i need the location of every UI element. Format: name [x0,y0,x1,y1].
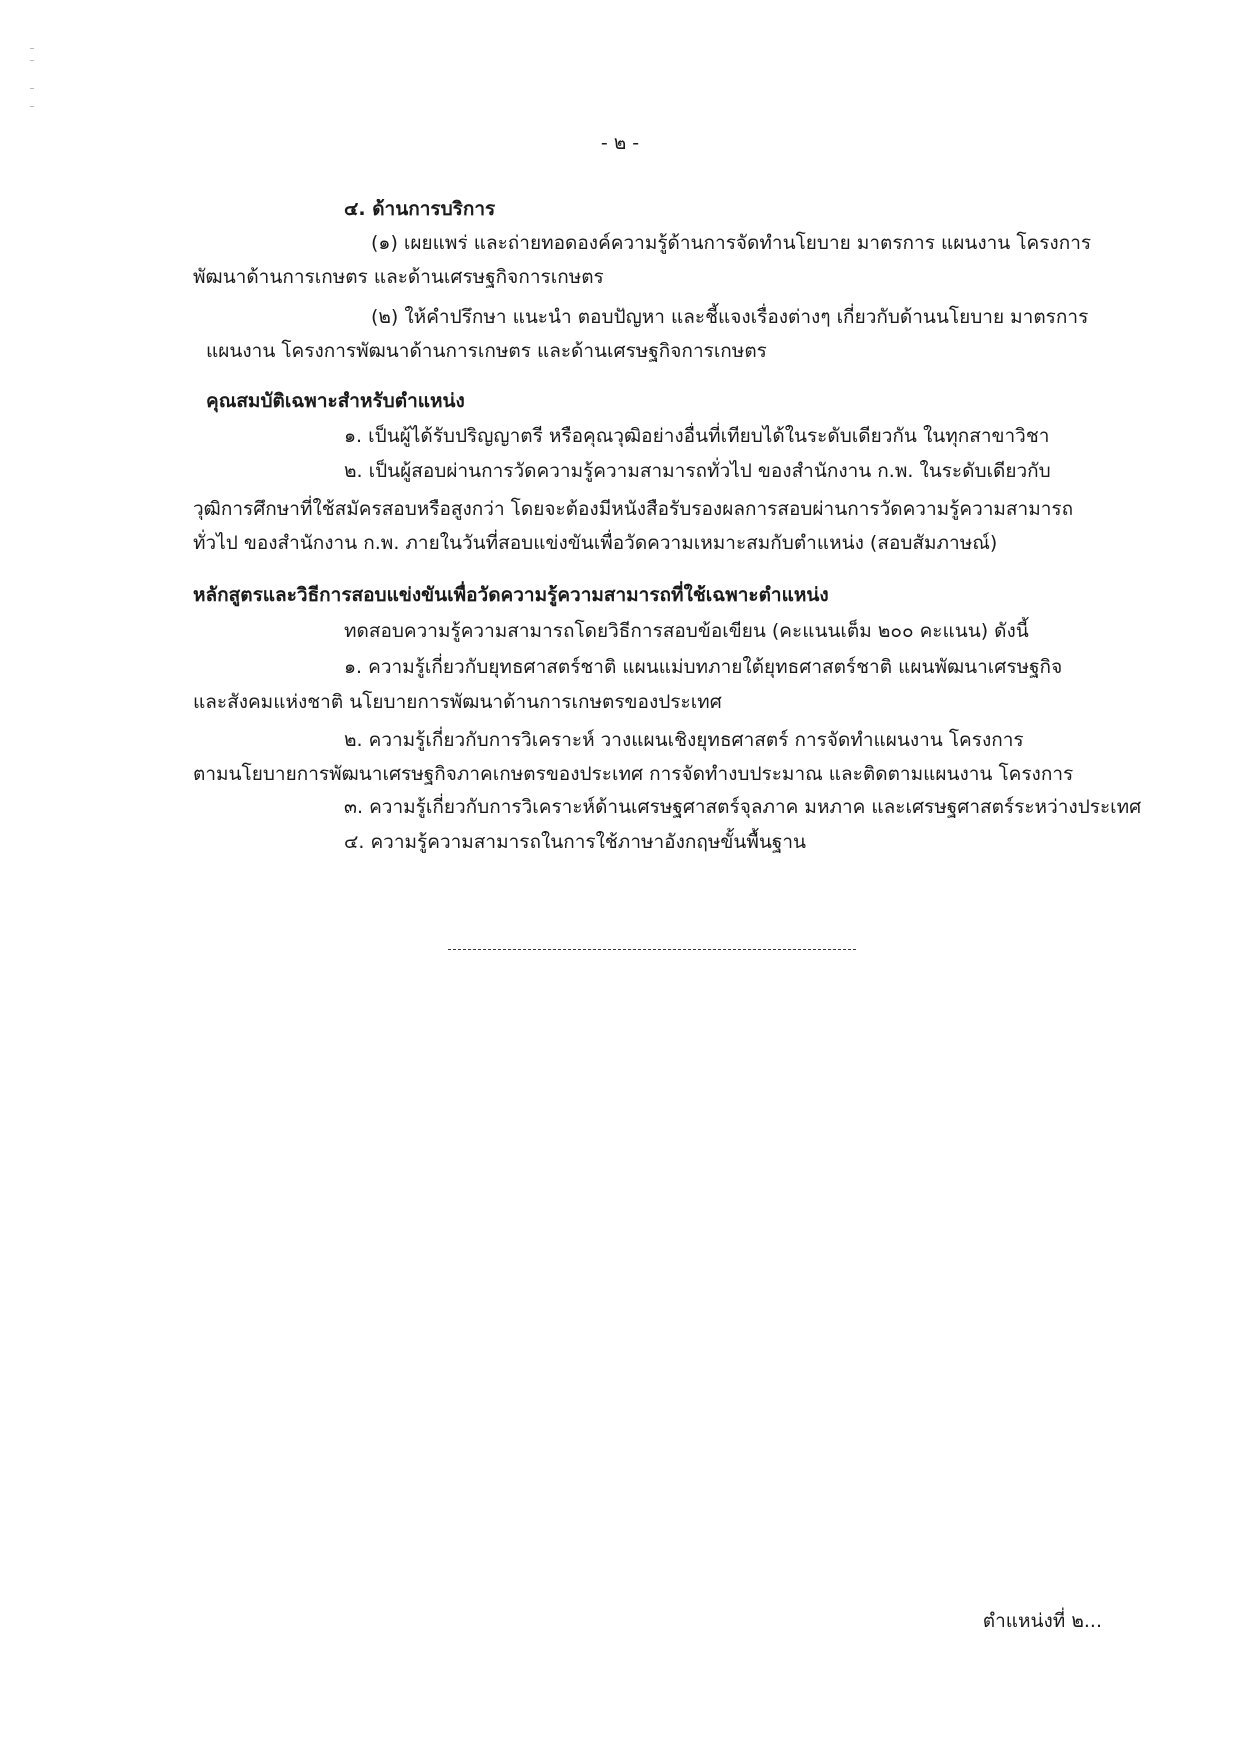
exam-item-2-line-1: ๒. ความรู้เกี่ยวกับการวิเคราะห์ วางแผนเชิงยุทธศาสตร์ การจัดทำแผนงาน โครงการ [344,729,1024,751]
exam-intro: ทดสอบความรู้ความสามารถโดยวิธีการสอบข้อเขียน (คะแนนเต็ม ๒๐๐ คะแนน) ดังนี้ [344,620,1029,642]
exam-item-1-line-1: ๑. ความรู้เกี่ยวกับยุทธศาสตร์ชาติ แผนแม่บทภายใต้ยุทธศาสตร์ชาติ แผนพัฒนาเศรษฐกิจ [344,656,1063,678]
continued-note: ตำแหน่งที่ ๒... [982,1610,1102,1632]
exam-heading: หลักสูตรและวิธีการสอบแข่งขันเพื่อวัดความรู้ความสามารถที่ใช้เฉพาะตำแหน่ง [193,584,829,606]
service-item-1-line-2: พัฒนาด้านการเกษตร และด้านเศรษฐกิจการเกษตร [193,266,604,288]
qualifications-heading: คุณสมบัติเฉพาะสำหรับตำแหน่ง [206,390,465,412]
service-heading: ๔. ด้านการบริการ [344,198,496,220]
scan-margin-mark [30,106,34,107]
scan-margin-mark [30,60,34,61]
service-item-1-line-1: (๑) เผยแพร่ และถ่ายทอดองค์ความรู้ด้านการจัดทำนโยบาย มาตรการ แผนงาน โครงการ [371,232,1092,254]
exam-item-4: ๔. ความรู้ความสามารถในการใช้ภาษาอังกฤษขั้นพื้นฐาน [344,831,807,853]
page-number: - ๒ - [600,132,640,154]
exam-item-1-line-2: และสังคมแห่งชาติ นโยบายการพัฒนาด้านการเกษตรของประเทศ [193,691,722,713]
exam-item-2-line-2: ตามนโยบายการพัฒนาเศรษฐกิจภาคเกษตรของประเทศ การจัดทำงบประมาณ และติดตามแผนงาน โครงการ [193,763,1074,785]
service-item-2-line-2: แผนงาน โครงการพัฒนาด้านการเกษตร และด้านเศรษฐกิจการเกษตร [206,340,767,362]
section-divider [448,949,856,950]
qualification-item-2-line-2: วุฒิการศึกษาที่ใช้สมัครสอบหรือสูงกว่า โดยจะต้องมีหนังสือรับรองผลการสอบผ่านการวัดความรู้ความสามารถ [193,498,1074,520]
qualification-item-2-line-1: ๒. เป็นผู้สอบผ่านการวัดความรู้ความสามารถทั่วไป ของสำนักงาน ก.พ. ในระดับเดียวกับ [344,460,1051,482]
service-item-2-line-1: (๒) ให้คำปรึกษา แนะนำ ตอบปัญหา และชี้แจงเรื่องต่างๆ เกี่ยวกับด้านนโยบาย มาตรการ [371,306,1089,328]
scan-margin-mark [30,88,34,89]
qualification-item-1: ๑. เป็นผู้ได้รับปริญญาตรี หรือคุณวุฒิอย่างอื่นที่เทียบได้ในระดับเดียวกัน ในทุกสาขาวิชา [344,425,1050,447]
scan-margin-mark [30,48,34,49]
qualification-item-2-line-3: ทั่วไป ของสำนักงาน ก.พ. ภายในวันที่สอบแข่งขันเพื่อวัดความเหมาะสมกับตำแหน่ง (สอบสัมภาษณ์) [193,532,998,554]
exam-item-3: ๓. ความรู้เกี่ยวกับการวิเคราะห์ด้านเศรษฐศาสตร์จุลภาค มหภาค และเศรษฐศาสตร์ระหว่างประเทศ [344,796,1142,818]
